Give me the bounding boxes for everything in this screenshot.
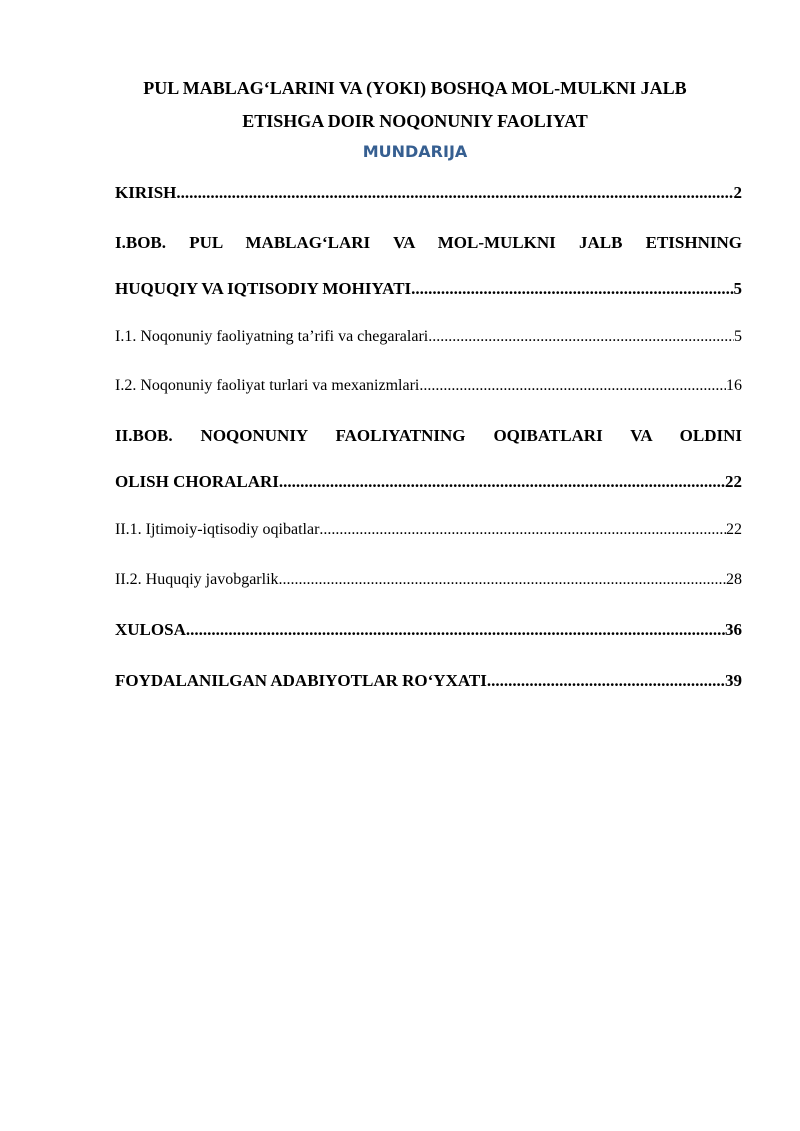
toc-entry-section-1-1[interactable] [115,328,742,346]
toc-entry-label: KIRISH [115,183,177,202]
toc-entry-chapter-1[interactable] [115,233,742,253]
toc-page-number: 36 [725,620,742,639]
toc-leader-dots [319,521,726,539]
toc-entry-section-2-2[interactable] [115,571,742,589]
toc-leader-dots [411,279,733,299]
toc-entry-label: II.2. Huquqiy javobgarlik [115,571,279,588]
toc-entry-label: XULOSA [115,620,186,639]
toc-leader-dots [176,183,733,203]
toc-entry-label-line-2: HUQUQIY VA IQTISODIY MOHIYATI [115,279,412,298]
toc-leader-dots [428,328,734,346]
toc-entry-label: II.1. Ijtimoiy-iqtisodiy oqibatlar [115,521,320,538]
toc-leader-dots [279,571,726,589]
toc-leader-dots [487,671,725,691]
toc-page-number: 28 [726,571,742,588]
toc-entry-xulosa[interactable] [115,620,742,640]
toc-leader-dots [419,377,726,395]
toc-page-number: 22 [725,472,742,491]
toc-entry-section-1-2[interactable] [115,377,742,395]
toc-entry-label: FOYDALANILGAN ADABIYOTLAR RO‘YXATI [115,671,487,690]
toc-page-number: 16 [726,377,742,394]
title-line-1: PUL MABLAG‘LARINI VA (YOKI) BOSHQA MOL-MULKNI JALB [143,78,687,98]
toc-heading: MUNDARIJA [362,142,468,161]
toc-page-number: 5 [734,328,742,345]
toc-entry-chapter-2-cont[interactable] [115,472,742,492]
toc-entry-chapter-1-cont[interactable] [115,279,742,299]
toc-entry-label-line-2: OLISH CHORALARI [115,472,279,491]
toc-entry-label-line-1: I.BOB. PUL MABLAG‘LARI VA MOL-MULKNI JALB ETISHNING [115,233,742,252]
toc-leader-dots [279,472,725,492]
toc-page-number: 5 [733,279,742,298]
toc-entry-label: I.2. Noqonuniy faoliyat turlari va mexanizmlari [115,377,420,394]
toc-entry-label-line-1: II.BOB. NOQONUNIY FAOLIYATNING OQIBATLARI VA OLDINI [115,426,742,445]
toc-entry-label: I.1. Noqonuniy faoliyatning ta’rifi va chegaralari [115,328,429,345]
toc-leader-dots [186,620,725,640]
toc-entry-chapter-2[interactable] [115,426,742,446]
toc-page-number: 22 [726,521,742,538]
toc-entry-references[interactable] [115,671,742,691]
toc-entry-section-2-1[interactable] [115,521,742,539]
toc-page-number: 2 [733,183,742,202]
title-line-2: ETISHGA DOIR NOQONUNIY FAOLIYAT [242,111,588,131]
toc-page-number: 39 [725,671,742,690]
document-title [100,72,730,138]
toc-entry-kirish[interactable] [115,183,742,203]
